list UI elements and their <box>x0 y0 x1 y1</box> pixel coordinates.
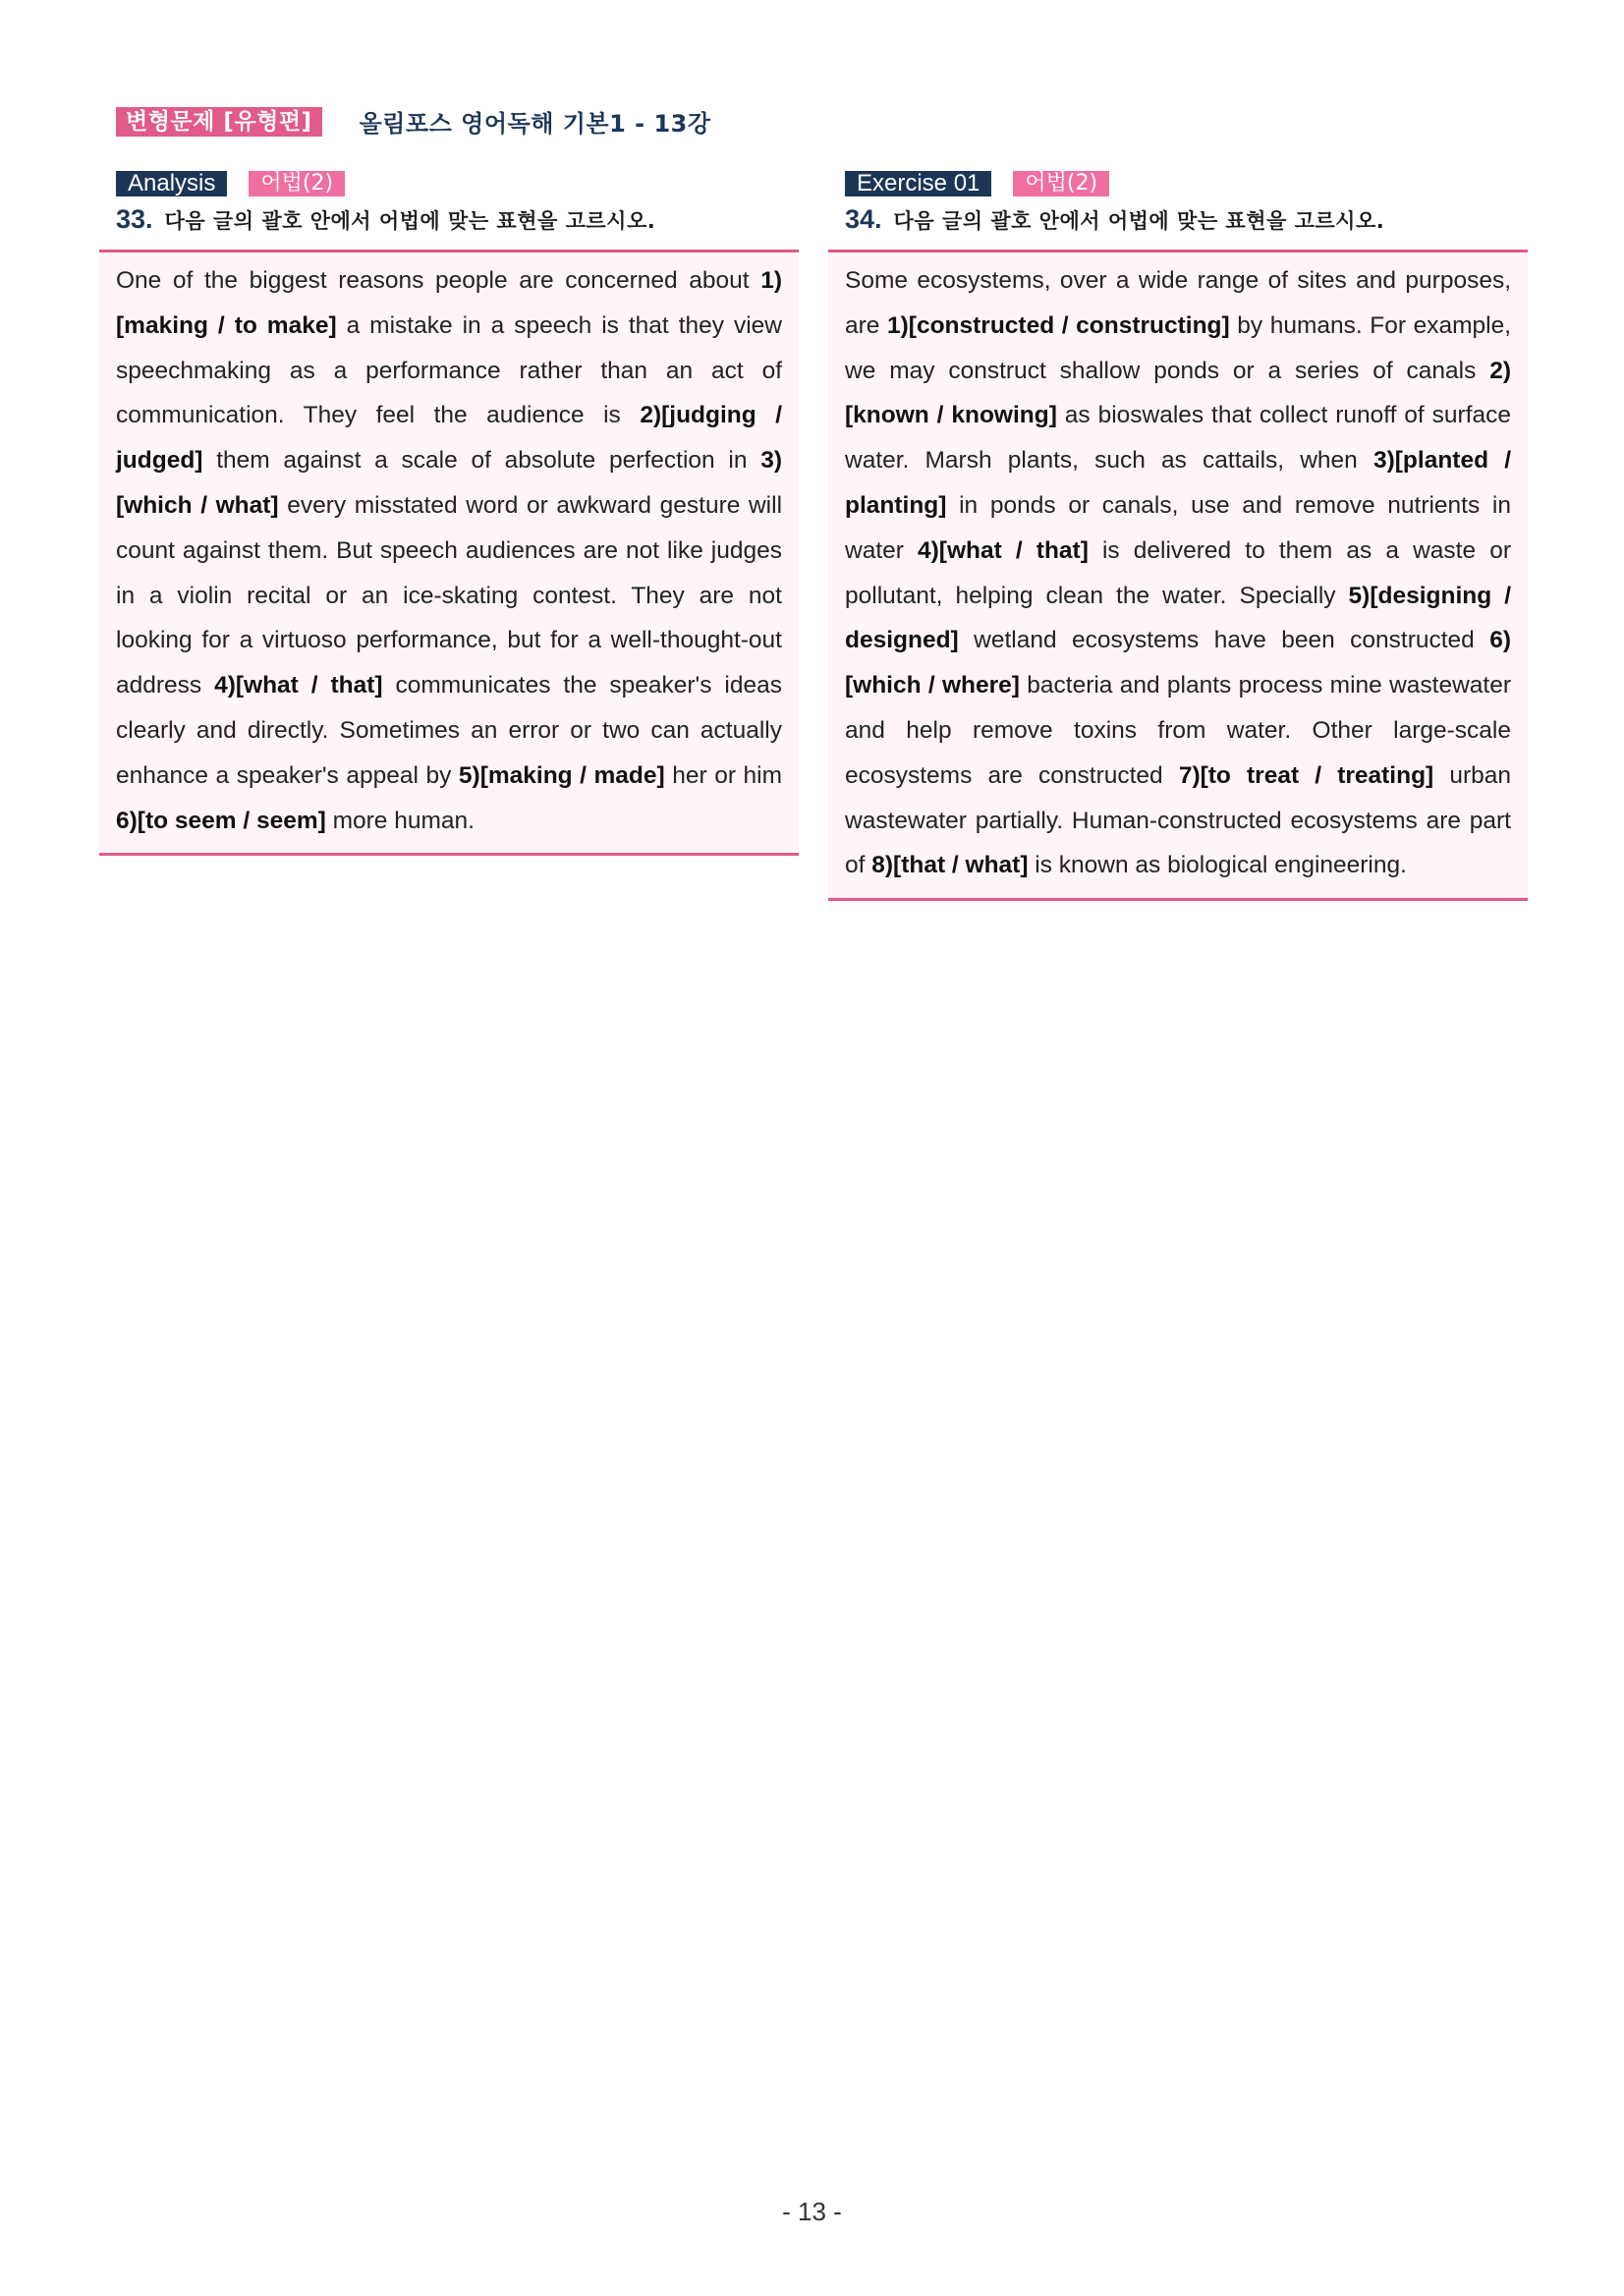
page-header <box>116 104 711 139</box>
passage-segment: as bioswales that collect runoff of surface water. Marsh plants, such as cattails, when <box>845 402 1511 475</box>
passage-segment: a mistake in a speech is that they view speechmaking as a performance rather than an act of communication. They feel the audience is <box>116 311 782 429</box>
passage-segment: in ponds or canals, use and remove nutrients in water <box>845 491 1511 564</box>
passage-segment: wetland ecosystems have been constructed <box>958 627 1490 654</box>
answer-choice: 7)[to treat / treating] <box>1178 761 1434 789</box>
answer-choice: 5)[designing / designed] <box>845 582 1511 654</box>
question-33 <box>116 204 799 240</box>
answer-choice: 8)[that / what] <box>871 852 1029 879</box>
left-tag-row <box>116 171 799 196</box>
answer-choice: 6)[to seem / seem] <box>116 807 326 834</box>
right-tag-row <box>845 171 1528 196</box>
answer-choice: 1)[making / to make] <box>116 267 782 339</box>
passage-segment: every misstated word or awkward gesture will count against them. But speech audiences are not like judges in a violin recital or an ice-skating contest. They are not looking for a virtuoso performance, but for a well-thought-out address <box>116 491 783 700</box>
passage-text <box>845 258 1511 888</box>
course-title: 올림포스 영어독해 기본1 - 13강 <box>359 110 711 138</box>
passage-segment: her or him <box>664 761 782 789</box>
passage-segment: is known as biological engineering. <box>1028 852 1407 879</box>
analysis-tag: Analysis <box>116 171 227 196</box>
passage-segment: by humans. For example, we may construct shallow ponds or a series of canals <box>845 311 1512 384</box>
question-text: 다음 글의 괄호 안에서 어법에 맞는 표현을 고르시오. <box>893 209 1385 233</box>
question-text: 다음 글의 괄호 안에서 어법에 맞는 표현을 고르시오. <box>164 209 656 233</box>
answer-choice: 1)[constructed / constructing] <box>887 311 1230 339</box>
passage-segment: more human. <box>325 807 475 834</box>
answer-choice: 3)[planted / planting] <box>845 447 1512 519</box>
answer-choice: 5)[making / made] <box>458 761 665 789</box>
answer-choice: 3)[which / what] <box>116 447 782 519</box>
answer-choice: 2)[judging / judged] <box>116 402 783 475</box>
type-badge: 변형문제 [유형편] <box>116 107 322 137</box>
passage-text <box>116 258 782 843</box>
passage-segment: communicates the speaker's ideas clearly and directly. Sometimes an error or two can actually enhance a speaker's appeal by <box>116 672 782 789</box>
passage-segment: urban wastewater partially. Human-constructed ecosystems are part of <box>845 761 1511 879</box>
passage-segment: Some ecosystems, over a wide range of sites and purposes, are <box>845 267 1511 339</box>
passage-segment: them against a scale of absolute perfection in <box>202 447 761 475</box>
grammar-tag: 어법(2) <box>249 171 345 196</box>
question-number: 33. <box>116 204 153 234</box>
answer-choice: 4)[what / that] <box>918 536 1089 564</box>
passage-segment: bacteria and plants process mine wastewater and help remove toxins from water. Other large-scale ecosystems are constructed <box>845 672 1512 789</box>
answer-choice: 2)[known / knowing] <box>845 357 1511 429</box>
grammar-tag: 어법(2) <box>1013 171 1109 196</box>
right-column <box>828 171 1528 901</box>
question-34 <box>845 204 1528 240</box>
passage-segment: One of the biggest reasons people are concerned about <box>116 267 761 294</box>
passage-segment: is delivered to them as a waste or pollutant, helping clean the water. Specially <box>845 536 1511 609</box>
passage-box <box>99 250 799 856</box>
answer-choice: 6)[which / where] <box>845 627 1511 700</box>
passage-box <box>828 250 1528 901</box>
question-number: 34. <box>845 204 882 234</box>
exercise-tag: Exercise 01 <box>845 171 991 196</box>
page-number: - 13 - <box>782 2197 842 2226</box>
answer-choice: 4)[what / that] <box>214 672 383 700</box>
left-column <box>99 171 799 856</box>
